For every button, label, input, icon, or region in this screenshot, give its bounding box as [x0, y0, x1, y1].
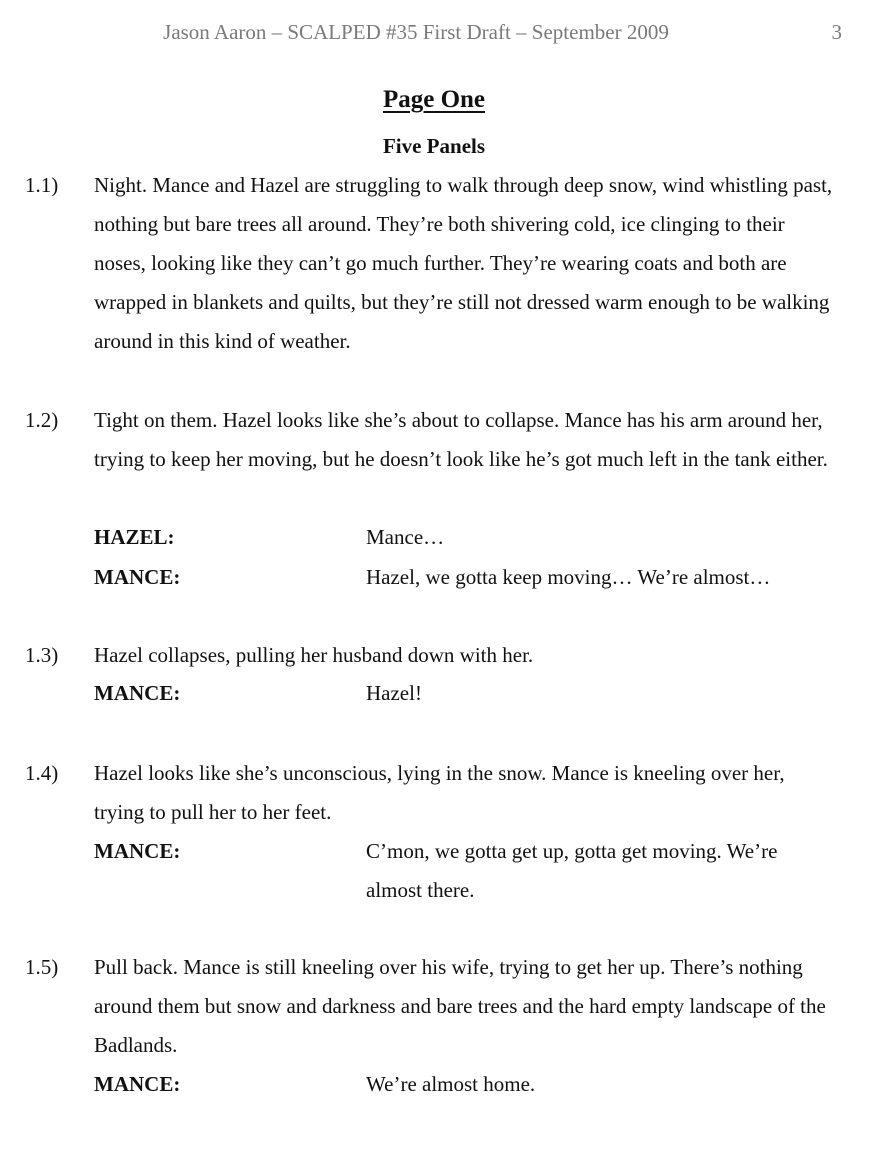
speaker-name: MANCE:	[94, 839, 181, 863]
panel-description: Hazel collapses, pulling her husband down with her.	[94, 643, 534, 667]
speech-text: We’re almost home.	[366, 1072, 536, 1096]
page-subtitle: Five Panels	[382, 134, 486, 158]
panel-number: 1.1)	[25, 173, 59, 197]
panel-number: 1.4)	[25, 761, 59, 785]
speaker-name: HAZEL:	[94, 525, 175, 549]
speaker-name: MANCE:	[94, 565, 181, 589]
speech-text: Hazel, we gotta keep moving… We’re almost…	[366, 565, 771, 589]
panel-description: Tight on them. Hazel looks like she’s about to collapse. Mance has his arm around her, trying to keep her moving, but he doesn’t look like he’s got much left in the tank either.	[94, 408, 828, 471]
panel-description: Night. Mance and Hazel are struggling to walk through deep snow, wind whistling past, nothing but bare trees all around. They’re both shivering cold, ice clinging to their noses, looking like they can’t go much further. They’re wearing coats and both are wrapped in blankets and quilts, but they’re still not dressed warm enough to be walking around in this kind of weather.	[94, 173, 833, 353]
header-title: Jason Aaron – SCALPED #35 First Draft – September 2009	[163, 20, 669, 44]
panel-number: 1.2)	[25, 408, 59, 432]
header-page-number: 3	[831, 20, 842, 44]
panel-description: Pull back. Mance is still kneeling over his wife, trying to get her up. There’s nothing around them but snow and darkness and bare trees and the hard empty landscape of the Badlands.	[94, 955, 826, 1057]
speech-text: Mance…	[366, 525, 445, 549]
speaker-name: MANCE:	[94, 1072, 181, 1096]
page-header	[0, 20, 890, 48]
speech-text: C’mon, we gotta get up, gotta get moving. We’re almost there.	[366, 839, 778, 902]
speaker-name: MANCE:	[94, 681, 181, 705]
panel-number: 1.3)	[25, 643, 59, 667]
panel-number: 1.5)	[25, 955, 59, 979]
page-title: Page One	[382, 86, 486, 113]
panel-description: Hazel looks like she’s unconscious, lying in the snow. Mance is kneeling over her, trying to pull her to her feet.	[94, 761, 785, 824]
speech-text: Hazel!	[366, 681, 422, 705]
